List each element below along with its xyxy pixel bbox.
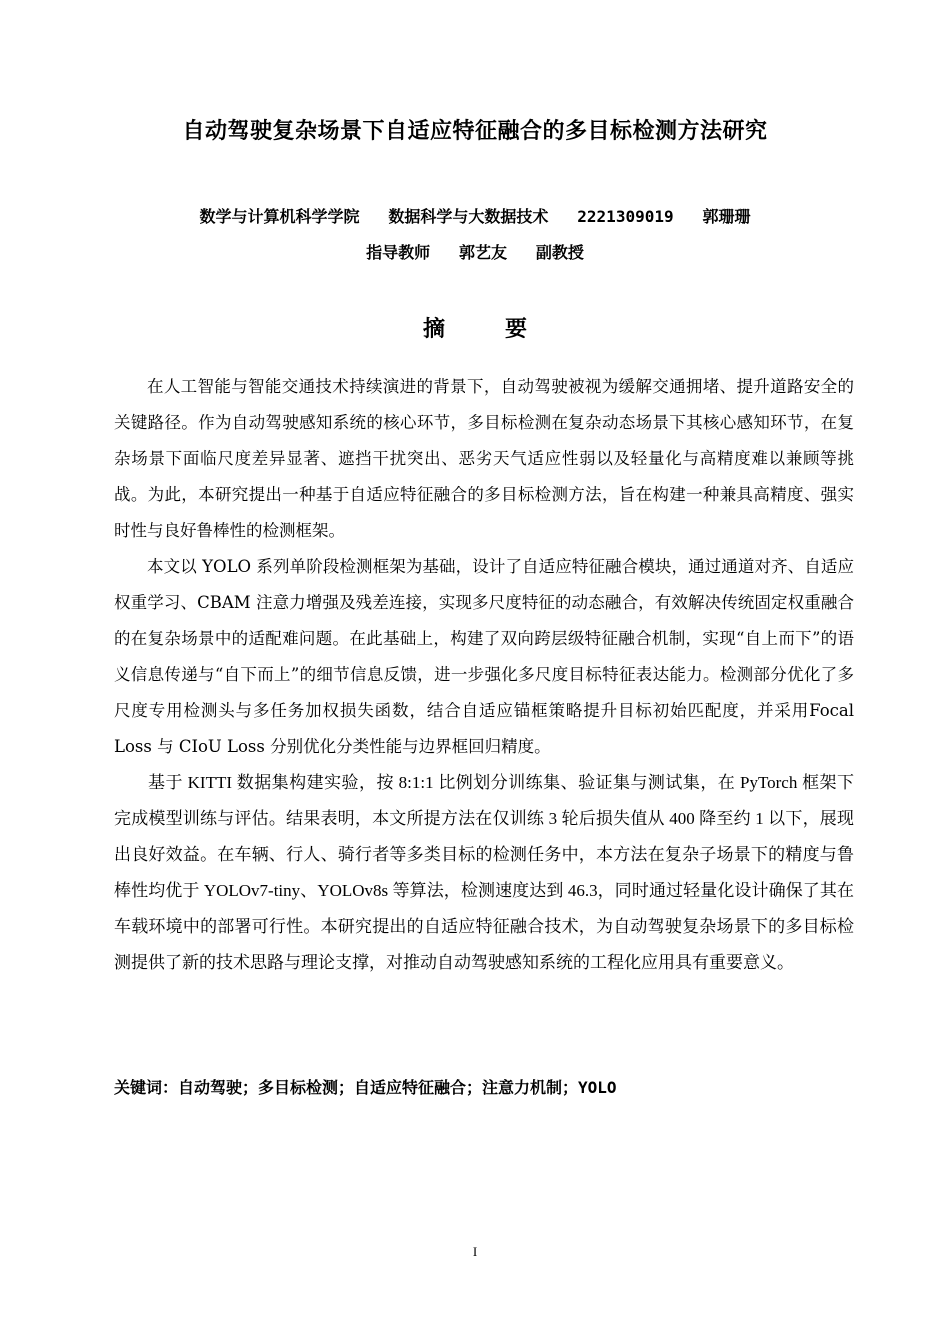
abstract-paragraph: 本文以 YOLO 系列单阶段检测框架为基础，设计了自适应特征融合模块，通过通道对齐、自适应权重学习、CBAM 注意力增强及残差连接，实现多尺度特征的动态融合，有效解决传统固定权重融合的在复杂场景中的适配难问题。在此基础上，构建了双向跨层级特征融合机制，实现“自上而下”的语义信息传递与“自下而上”的细节信息反馈，进一步强化多尺度目标特征表达能力。检测部分优化了多尺度专用检测头与多任务加权损失函数，结合自适应锚框策略提升目标初始匹配度，并采用Focal Loss 与 CIoU Loss 分别优化分类性能与边界框回归精度。 bbox=[114, 557, 854, 756]
abstract-body bbox=[114, 369, 854, 981]
abstract-heading: 摘要 bbox=[422, 317, 587, 342]
abstract-paragraph: 在人工智能与智能交通技术持续演进的背景下，自动驾驶被视为缓解交通拥堵、提升道路安全的关键路径。作为自动驾驶感知系统的核心环节，多目标检测在复杂动态场景下其核心感知环节，在复杂场景下面临尺度差异显著、遮挡干扰突出、恶劣天气适应性弱以及轻量化与高精度难以兼顾等挑战。为此，本研究提出一种基于自适应特征融合的多目标检测方法，旨在构建一种兼具高精度、强实时性与良好鲁棒性的检测框架。 bbox=[114, 377, 854, 540]
keywords: 关键词：自动驾驶；多目标检测；自适应特征融合；注意力机制；YOLO bbox=[114, 1078, 617, 1097]
paper-title: 自动驾驶复杂场景下自适应特征融合的多目标检测方法研究 bbox=[182, 119, 768, 144]
author-info: 数学与计算机科学学院 数据科学与大数据技术 2221309019 郭珊珊 bbox=[199, 207, 751, 226]
advisor-info: 指导教师 郭艺友 副教授 bbox=[366, 243, 584, 262]
page-number: I bbox=[472, 1244, 478, 1259]
abstract-paragraph: 基于 KITTI 数据集构建实验，按 8:1:1 比例划分训练集、验证集与测试集，在 PyTorch 框架下完成模型训练与评估。结果表明，本文所提方法在仅训练 3 轮后损失值从 400 降至约 1 以下，展现出良好效益。在车辆、行人、骑行者等多类目标的检测任务中，本方法在复杂子场景下的精度与鲁棒性均优于 YOLOv7-tiny、YOLOv8s 等算法，检测速度达到 46.3，同时通过轻量化设计确保了其在车载环境中的部署可行性。本研究提出的自适应特征融合技术，为自动驾驶复杂场景下的多目标检测提供了新的技术思路与理论支撑，对推动自动驾驶感知系统的工程化应用具有重要意义。 bbox=[114, 773, 854, 972]
